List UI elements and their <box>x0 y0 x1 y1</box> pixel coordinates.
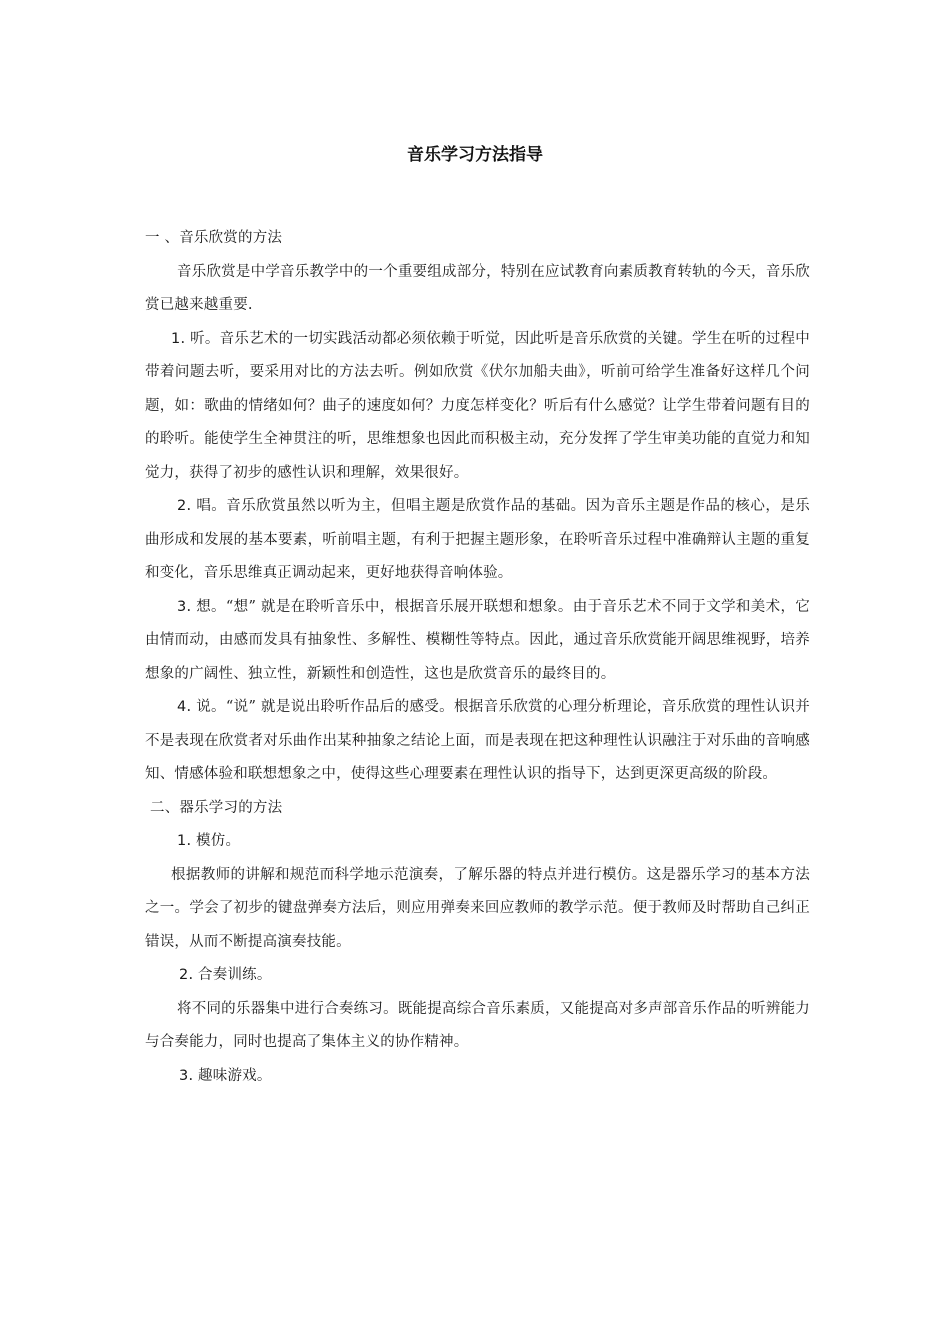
item-label: . 想。 <box>186 598 226 615</box>
item-text: “想” 就是在聆听音乐中，根据音乐展开联想和想象。由于音乐艺术不同于文学和美术，它由情而动，由感而发具有抽象性、多解性、模糊性等特点。因此，通过音乐欣赏能开阔思维视野，培养想象的广阔性、独立性，新颖性和创造性，这也是欣赏音乐的最终目的。 <box>145 598 810 682</box>
item-listen <box>145 323 810 491</box>
item-number: 3 <box>177 598 187 615</box>
item-label: . 模仿。 <box>186 833 241 849</box>
item-number: 3 <box>179 1067 189 1084</box>
item-think <box>145 591 810 692</box>
item-label: . 听。 <box>180 330 220 347</box>
section-heading-appreciation: 一 、音乐欣赏的方法 <box>145 230 283 246</box>
item-number: 2 <box>177 498 187 514</box>
item-label: . 唱。 <box>186 498 227 514</box>
item-number: 2 <box>179 967 189 983</box>
item-text: “说” 就是说出聆听作品后的感受。根据音乐欣赏的心理分析理论，音乐欣赏的理性认识并不是表现在欣赏者对乐曲作出某种抽象之结论上面，而是表现在把这种理性认识融注于对乐曲的音响感知、情感体验和联想想象之中，使得这些心理要素在理性认识的指导下，达到更深更高级的阶段。 <box>145 699 810 782</box>
item-label: . 趣味游戏。 <box>188 1067 272 1084</box>
item-text: 音乐艺术的一切实践活动都必须依赖于听觉，因此听是音乐欣赏的关键。学生在听的过程中带着问题去听，要采用对比的方法去听。例如欣赏《伏尔加船夫曲》，听前可给学生准备好这样几个问题，如：歌曲的情绪如何？曲子的速度如何？力度怎样变化？听后有什么感觉？让学生带着问题有目的的聆听。能使学生全神贯注的听，思维想象也因此而积极主动，充分发挥了学生审美功能的直觉力和知觉力，获得了初步的感性认识和理解，效果很好。 <box>145 330 810 481</box>
item-ensemble-heading <box>145 959 810 993</box>
item-number: 1 <box>177 833 187 849</box>
section-intro-paragraph: 音乐欣赏是中学音乐教学中的一个重要组成部分，特别在应试教育向素质教育转轨的今天，音乐欣赏已越来越重要. <box>145 263 810 313</box>
item-ensemble-text: 将不同的乐器集中进行合奏练习。既能提高综合音乐素质，又能提高对多声部音乐作品的听辨能力与合奏能力，同时也提高了集体主义的协作精神。 <box>145 1000 810 1050</box>
item-speak <box>145 691 810 792</box>
section-heading-instrument: 二、器乐学习的方法 <box>150 799 283 816</box>
item-sing <box>145 490 810 591</box>
document-title: 音乐学习方法指导 <box>407 145 543 165</box>
item-number: 4 <box>177 699 187 715</box>
item-games-heading <box>145 1060 810 1094</box>
document-body <box>145 222 810 1093</box>
item-imitate-text: 根据教师的讲解和规范而科学地示范演奏，了解乐器的特点并进行模仿。这是器乐学习的基本方法之一。学会了初步的键盘弹奏方法后，则应用弹奏来回应教师的教学示范。便于教师及时帮助自己纠正错误，从而不断提高演奏技能。 <box>145 866 810 950</box>
item-number: 1 <box>171 330 181 347</box>
item-text: 音乐欣赏虽然以听为主，但唱主题是欣赏作品的基础。因为音乐主题是作品的核心，是乐曲形成和发展的基本要素，听前唱主题，有利于把握主题形象，在聆听音乐过程中准确辩认主题的重复和变化，音乐思维真正调动起来，更好地获得音响体验。 <box>145 498 810 581</box>
item-label: . 说。 <box>186 699 226 715</box>
item-imitate-heading <box>145 825 810 859</box>
item-label: . 合奏训练。 <box>188 967 272 983</box>
